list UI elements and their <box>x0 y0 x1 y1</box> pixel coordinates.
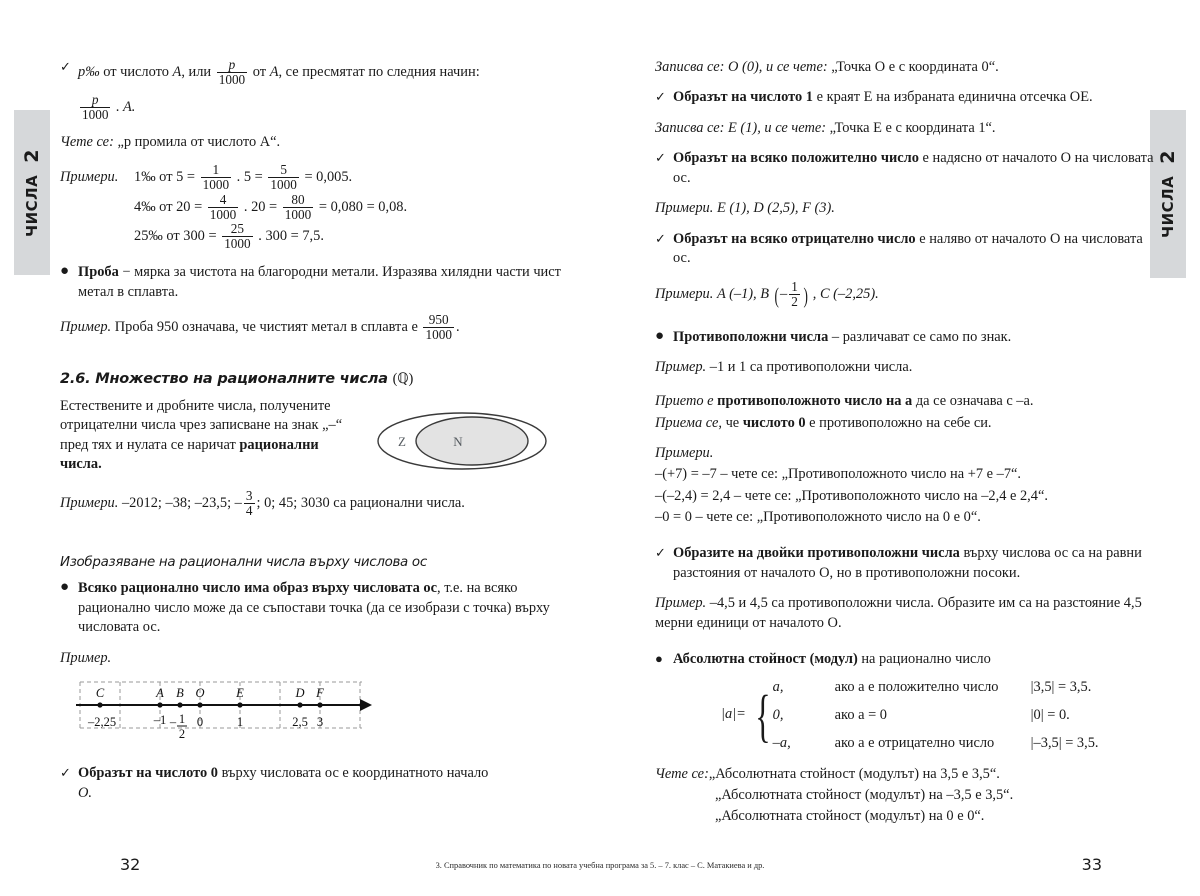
example-mid: . 20 = <box>243 198 278 215</box>
zero-image-rule <box>60 764 570 803</box>
venn-inner-label: N <box>453 434 463 450</box>
note-text-2: „Точка O е с координата 0“. <box>831 59 999 75</box>
number-line-value: –2,25 <box>87 715 117 730</box>
modul-result: |–3,5| = 3,5. <box>1030 734 1099 751</box>
modul-condition: ако a е отрицателно число <box>834 734 995 751</box>
fraction-numerator: 950 <box>428 312 449 328</box>
definition-rest: – различават се само по знак. <box>828 328 1012 345</box>
fraction-numerator: p <box>91 91 99 107</box>
opposite-example-line: –0 = 0 – чете се: „Противоположното число на 0 е 0“. <box>655 508 981 525</box>
image-rule-bold: Всяко рационално число има образ върху числовата ос <box>78 580 437 596</box>
pairs-example <box>655 594 1160 633</box>
numline-example-label: Пример. <box>60 649 112 666</box>
proba-example-fraction <box>423 313 453 342</box>
side-tab-left-label: ЧИСЛА <box>23 174 41 237</box>
examples-label: Примери. <box>655 286 714 303</box>
image-rule <box>60 579 570 638</box>
examples-post: , C (–2,25). <box>812 286 879 303</box>
rule-opposite-pairs <box>655 544 1160 583</box>
zero-rule-bold: Образът на числото 0 <box>78 765 219 782</box>
note-label: Записва се: <box>655 59 725 75</box>
venn-inner-ellipse <box>416 417 528 465</box>
example-mid: . 300 = 7,5. <box>258 228 324 245</box>
modul-read-line-3: „Абсолютната стойност (модулът) на 0 е 0“. <box>715 808 985 825</box>
permille-text-3: , се пресмятат по следния начин: <box>278 64 480 81</box>
fraction-denominator: 1000 <box>224 236 251 252</box>
fraction-numerator: 1 <box>212 161 220 177</box>
note-text: E (1), и <box>728 119 772 136</box>
note-text: O (0), и <box>728 59 774 75</box>
modul-bold: Абсолютна стойност (модул) <box>673 651 858 667</box>
accepted-rest-2: е противоположно на себе си. <box>805 414 992 431</box>
permille-var-a: A <box>172 64 182 81</box>
accepted-rest-1: да се означава с –a. <box>912 393 1034 410</box>
fraction-numerator: 3 <box>245 488 253 504</box>
number-line-letter: E <box>236 686 244 701</box>
proba-example-label: Пример. <box>60 319 112 336</box>
number-line-letter: O <box>195 686 205 701</box>
number-line-value-den: 2 <box>178 727 186 742</box>
example-fraction-2 <box>283 193 313 222</box>
check-icon: ✓ <box>60 59 71 74</box>
accepted-italic-2: Приема се <box>655 414 719 431</box>
reads-label: Чете се: <box>655 765 709 782</box>
venn-diagram <box>375 410 550 472</box>
rational-examples-label: Примери. <box>60 495 119 512</box>
section-heading-set-symbol: (ℚ) <box>392 371 414 388</box>
absolute-value-reads <box>655 765 1160 827</box>
bullet-icon: ● <box>60 263 70 280</box>
modul-rest: на рационално число <box>857 651 991 667</box>
example-rhs: = 0,005. <box>304 169 353 186</box>
number-line-letter: F <box>316 686 324 701</box>
permille-formula-fraction <box>80 93 110 122</box>
number-line-letter: D <box>295 686 305 701</box>
number-line-value-sign: – <box>169 715 177 730</box>
reads-as-text: „p промила от числото A“. <box>117 133 281 150</box>
fraction-denominator: 2 <box>791 293 798 309</box>
rule-rest: е наляво от началото O на числовата ос. <box>673 230 1143 267</box>
number-line-value-num: 1 <box>178 712 186 727</box>
examples-label: Примери. <box>60 168 119 185</box>
accepted-italic-1: Прието е <box>655 393 714 410</box>
fraction-denominator: 1000 <box>202 176 230 192</box>
examples-frac-sign: – <box>779 286 788 303</box>
fraction-denominator: 1000 <box>209 206 237 222</box>
fraction-denominator: 1000 <box>270 176 297 192</box>
rational-definition-text: Естествените и дробните числа, получените отрицателни числа чрез записване на знак „–“ пред тях и нулата се наричат <box>60 398 343 453</box>
number-line-value: 2,5 <box>292 715 308 730</box>
rule-bold: Образът на всяко отрицателно число <box>673 230 916 247</box>
example-fraction-1 <box>201 163 231 192</box>
number-line-arrow <box>360 699 372 711</box>
fraction-denominator: 4 <box>245 503 253 519</box>
modul-row <box>773 701 1151 729</box>
fraction-numerator: p <box>228 57 236 72</box>
modul-result: |3,5| = 3,5. <box>1030 678 1092 695</box>
rule-positive-numbers <box>655 149 1160 188</box>
permille-rule <box>60 58 570 122</box>
venn-outer-label: Z <box>398 434 406 450</box>
check-icon: ✓ <box>655 150 666 166</box>
modul-row <box>773 729 1151 757</box>
fraction-denominator: 1000 <box>284 206 312 222</box>
number-line-value: 3 <box>316 715 324 730</box>
note-point-o <box>655 58 1160 77</box>
number-line-letter: A <box>156 686 164 701</box>
example-lhs: 4‰ от 20 = <box>134 198 203 215</box>
absolute-value-definition <box>655 650 1160 670</box>
page-number-left: 32 <box>120 855 141 874</box>
rule-bold: Образът на числото 1 <box>673 89 814 106</box>
modul-rows <box>773 673 1151 757</box>
examples-negative <box>655 280 1160 309</box>
rule-bold: Образите на двойки противоположни числа <box>673 545 960 562</box>
paren-close: ) <box>803 283 808 309</box>
example-label: Пример. <box>655 359 707 376</box>
number-line-value: –1 <box>153 713 167 728</box>
note-text-2: „Точка E е с координата 1“. <box>829 119 996 136</box>
image-rule-rest: , т.е. на всяко рационално число може да се съпостави точка (да се изобрази с точка) върху числовата ос. <box>78 580 550 636</box>
example-row <box>134 193 407 223</box>
section-heading-title: 2.6. Множество на рационалните числа <box>60 371 388 388</box>
zero-rule-point: O. <box>78 784 92 801</box>
proba-text: − мярка за чистота на благородни метали. Изразява хилядни части чист метал в сплавта. <box>78 264 561 300</box>
proba-example-text: Проба 950 означава, че чистият метал в сплавта е <box>114 319 418 336</box>
proba-example-tail: . <box>455 319 460 336</box>
permille-text-1: от числото <box>103 64 169 81</box>
example-text: –4,5 и 4,5 са противоположни числа. Образите им са на разстояние 4,5 мерни единици от началото O. <box>655 595 1142 631</box>
rational-examples-pre: –2012; –38; –23,5; – <box>121 495 242 512</box>
examples-label: Примери. <box>655 200 714 217</box>
accepted-bold-1: противоположното число на a <box>717 393 913 410</box>
reads-as-label: Чете се: <box>60 133 114 150</box>
bullet-icon: ● <box>655 651 663 666</box>
rational-definition-bold: рационални числа. <box>60 436 319 473</box>
modul-condition: ако a = 0 <box>834 706 888 723</box>
modul-case: 0, <box>772 706 784 723</box>
paren-open: ( <box>774 283 779 309</box>
modul-condition: ако a е положително число <box>834 678 999 695</box>
rational-definition-block <box>60 397 570 475</box>
reads-text: „Абсолютната стойност (модулът) на 3,5 е 3,5“. <box>708 765 1000 782</box>
note-point-e <box>655 119 1160 138</box>
fraction-denominator: 1000 <box>82 106 109 122</box>
opposite-examples <box>655 444 1160 527</box>
modul-lhs <box>721 706 746 723</box>
modul-case: –a, <box>772 734 791 751</box>
opposite-example <box>655 358 1160 377</box>
rational-examples-fraction <box>244 489 255 518</box>
proba-example <box>60 313 570 342</box>
fraction-denominator: 1000 <box>218 71 246 87</box>
note-label-2: се чете: <box>775 119 827 136</box>
side-tab-left <box>14 110 50 275</box>
rule-rest: е краят E на избраната единична отсечка OE. <box>813 89 1093 106</box>
number-line-letter: C <box>95 686 105 701</box>
check-icon: ✓ <box>60 765 71 781</box>
permille-var-p: p‰ <box>78 64 100 81</box>
subsection-heading: Изобразяване на рационални числа върху числова ос <box>60 555 427 570</box>
side-tab-right-label: ЧИСЛА <box>1159 175 1177 238</box>
example-fraction-2 <box>268 163 298 192</box>
example-lhs: 25‰ от 300 = <box>134 228 217 245</box>
rule-bold: Образът на всяко положително число <box>673 150 919 167</box>
example-rhs: = 0,080 = 0,08. <box>318 198 408 215</box>
footnote: 3. Справочник по математика по новата учебна програма за 5. – 7. клас – С. Матакиева и др. <box>435 861 765 870</box>
modul-lhs-text: |a|= <box>721 706 746 723</box>
rule-rest: върху числова ос са на равни разстояния от началото O, но в противоположни посоки. <box>673 545 1142 581</box>
modul-result: |0| = 0. <box>1030 706 1070 723</box>
opposite-example-line: –(+7) = –7 – чете се: „Противоположното число на +7 е –7“. <box>655 466 1022 483</box>
example-label: Пример. <box>655 595 707 612</box>
permille-text-2: от <box>252 64 267 81</box>
permille-formula-tail: . A. <box>116 99 136 116</box>
check-icon: ✓ <box>655 230 666 246</box>
definition-bold: Противоположни числа <box>673 328 829 345</box>
check-icon: ✓ <box>655 545 666 561</box>
modul-read-line-2: „Абсолютната стойност (модулът) на –3,5 е 3,5“. <box>715 787 1014 804</box>
zero-rule-rest: върху числовата ос е координатното начало <box>218 765 489 782</box>
number-line-value: 1 <box>236 715 244 730</box>
page-right <box>655 0 1160 896</box>
note-label: Записва се: <box>655 119 725 136</box>
rational-examples-post: ; 0; 45; 3030 са рационални числа. <box>256 495 465 512</box>
fraction-numerator: 4 <box>219 191 227 207</box>
permille-or: , или <box>181 64 212 81</box>
accepted-mid-2: , че <box>718 414 740 431</box>
opposite-examples-label: Примери. <box>655 445 714 462</box>
rule-image-of-one <box>655 88 1160 108</box>
rational-examples <box>60 489 570 518</box>
accepted-line-2 <box>655 414 1160 433</box>
example-text: –1 и 1 са противоположни числа. <box>709 359 913 376</box>
example-mid: . 5 = <box>236 169 263 186</box>
note-label-2: се чете: <box>776 59 828 75</box>
rule-rest: е надясно от началото O на числовата ос. <box>673 150 1154 186</box>
example-row <box>134 222 407 252</box>
permille-examples <box>60 163 570 252</box>
examples-positive <box>655 199 1160 218</box>
absolute-value-piecewise: |a|= { a, ако a е положително число |3,5| = 3,5. 0, ако a = 0 |0| = 0. –a, ако a е отрицателно число |–3,5| = 3,5. <box>655 673 1160 757</box>
fraction-numerator: 80 <box>291 191 305 207</box>
page-left <box>60 0 570 896</box>
example-row <box>134 163 407 193</box>
example-fraction-1 <box>208 193 238 222</box>
page-number-right: 33 <box>1081 855 1102 874</box>
permille-fraction <box>217 58 247 87</box>
modul-case: a, <box>772 678 784 695</box>
accepted-notation <box>655 392 1160 433</box>
rule-negative-numbers <box>655 230 1160 269</box>
accepted-line-1 <box>655 392 1160 411</box>
examples-text: E (1), D (2,5), F (3). <box>716 200 835 217</box>
modul-read-line-1 <box>655 765 1160 784</box>
example-lhs: 1‰ от 5 = <box>134 169 195 186</box>
check-icon: ✓ <box>655 89 666 105</box>
examples-fraction <box>789 280 800 309</box>
proba-term: Проба <box>78 264 119 281</box>
modul-row <box>773 673 1151 701</box>
reads-as-line <box>60 133 570 152</box>
number-line-value: 0 <box>196 715 204 730</box>
opposite-example-line: –(–2,4) = 2,4 – чете се: „Противоположното число на –2,4 е 2,4“. <box>655 487 1048 504</box>
fraction-numerator: 1 <box>791 278 798 294</box>
opposite-numbers-definition <box>655 328 1160 348</box>
side-tab-left-number: 2 <box>21 148 43 163</box>
number-line-figure <box>60 676 570 754</box>
number-line-letter: B <box>176 686 184 701</box>
fraction-denominator: 1000 <box>425 327 452 343</box>
side-tab-right-number: 2 <box>1157 150 1179 164</box>
accepted-bold-2: числото 0 <box>742 414 806 431</box>
rational-definition <box>60 397 350 474</box>
fraction-numerator: 5 <box>280 161 287 177</box>
fraction-numerator: 25 <box>230 221 245 237</box>
example-fraction-1 <box>222 222 252 251</box>
bullet-icon: ● <box>60 579 70 595</box>
examples-pre: A (–1), B <box>716 286 770 303</box>
bullet-icon: ● <box>655 327 665 344</box>
section-heading-2-6 <box>60 371 570 388</box>
proba-definition <box>60 263 570 302</box>
permille-var-a2: A <box>269 64 279 81</box>
